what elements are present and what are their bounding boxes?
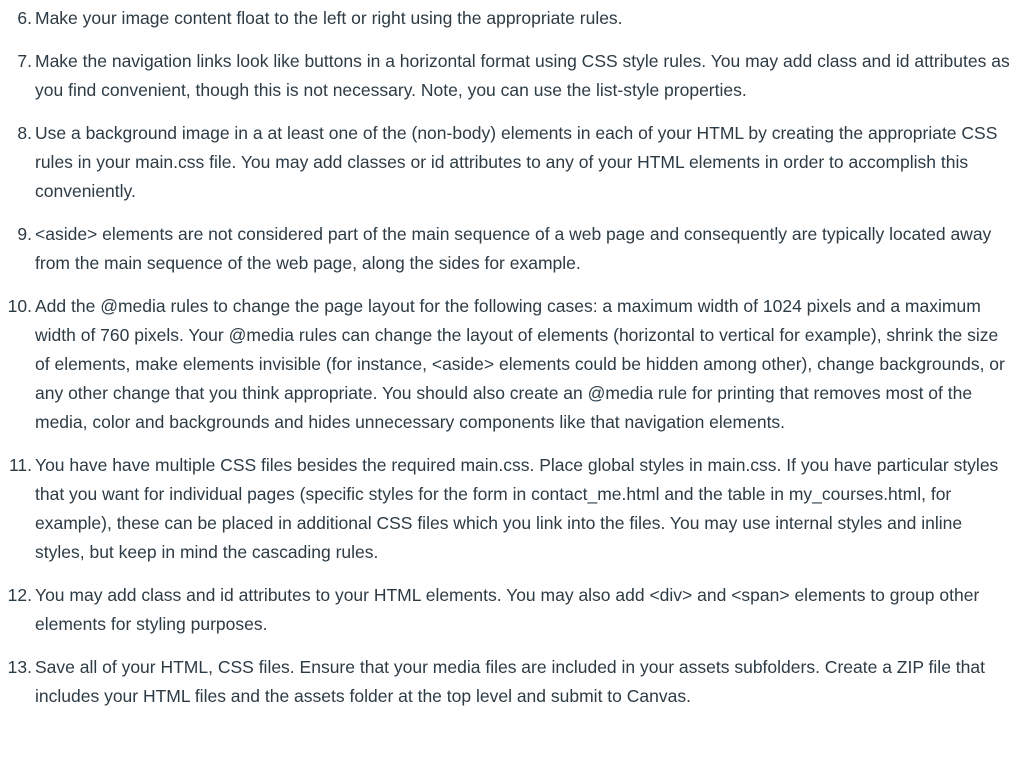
item-number: 8. <box>17 123 32 143</box>
list-item <box>0 292 1024 437</box>
item-text: Make the navigation links look like buttons in a horizontal format using CSS style rules. You may add class and id attributes as you find convenient, though this is not necessary. Note, you can use the list-style properties. <box>35 51 1010 100</box>
item-number: 12. <box>7 585 32 605</box>
item-text: <aside> elements are not considered part of the main sequence of a web page and consequently are typically located away from the main sequence of the web page, along the sides for example. <box>35 224 992 273</box>
item-text: Add the @media rules to change the page layout for the following cases: a maximum width of 1024 pixels and a maximum width of 760 pixels. Your @media rules can change the layout of elements (horizontal to vertical for example), shrink the size of elements, make elements invisible (for instance, <aside> elements could be hidden among other), change backgrounds, or any other change that you think appropriate. You should also create an @media rule for printing that removes most of the media, color and backgrounds and hides unnecessary components like that navigation elements. <box>35 296 1005 432</box>
item-number: 6. <box>17 8 32 28</box>
list-item <box>0 4 1024 33</box>
list-item <box>0 119 1024 206</box>
item-number: 11. <box>8 455 32 475</box>
item-number: 13. <box>7 657 32 677</box>
item-text: Use a background image in a at least one of the (non-body) elements in each of your HTML by creating the appropriate CSS rules in your main.css file. You may add classes or id attributes to any of your HTML elements in order to accomplish this conveniently. <box>35 123 998 201</box>
list-item <box>0 653 1024 711</box>
item-text: You may add class and id attributes to your HTML elements. You may also add <div> and <span> elements to group other elements for styling purposes. <box>35 585 980 634</box>
item-number: 9. <box>17 224 32 244</box>
list-item <box>0 451 1024 567</box>
item-text: You have have multiple CSS files besides the required main.css. Place global styles in main.css. If you have particular styles that you want for individual pages (specific styles for the form in contact_me.html and the table in my_courses.html, for example), these can be placed in additional CSS files which you link into the files. You may use internal styles and inline styles, but keep in mind the cascading rules. <box>35 455 999 562</box>
list-item <box>0 220 1024 278</box>
item-text: Make your image content float to the left or right using the appropriate rules. <box>35 8 623 28</box>
list-item <box>0 47 1024 105</box>
item-number: 10. <box>7 296 32 316</box>
list-item <box>0 581 1024 639</box>
item-number: 7. <box>17 51 32 71</box>
item-text: Save all of your HTML, CSS files. Ensure that your media files are included in your assets subfolders. Create a ZIP file that includes your HTML files and the assets folder at the top level and submit to Canvas. <box>35 657 985 706</box>
